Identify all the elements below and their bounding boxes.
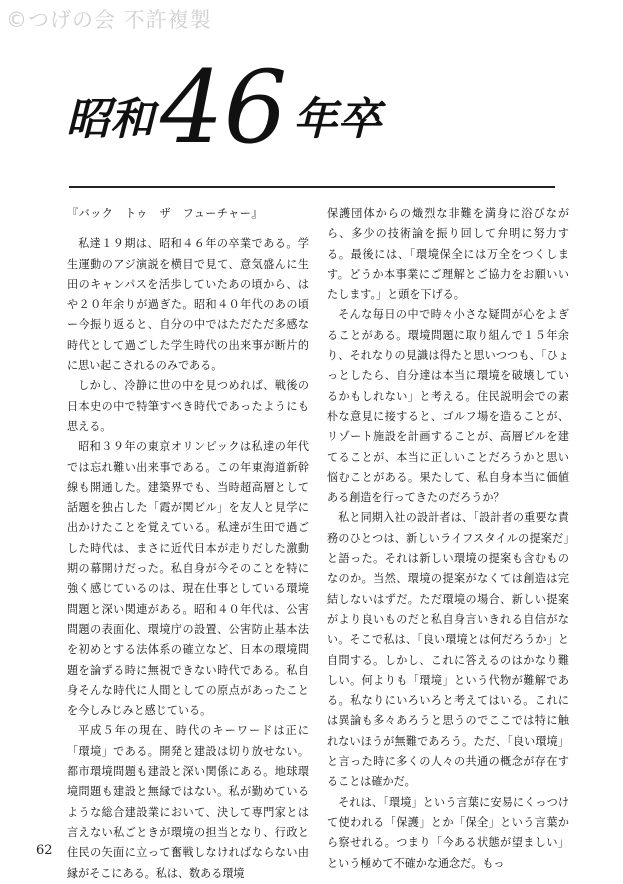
title-year: 46 xyxy=(160,49,288,166)
paragraph: そんな毎日の中で時々小さな疑問が心をよぎることがある。環境問題に取り組んで１５年余り、それなりの見識は得たと思いつつも、「ひょっとしたら、自分達は本当に環境を破壊しているかもしれない」と考える。住民説明会での素朴な意見に接すると、ゴルフ場を造ることが、リゾート施設を計画することが、高層ビルを建てることが、本当に正しいことだろうかと思い悩むことがある。果たして、私自身本当に価値ある創造を行ってきたのだろうか？ xyxy=(327,308,569,505)
right-column xyxy=(327,204,569,870)
paragraph: しかし、冷静に世の中を見つめれば、戦後の日本史の中で特筆すべき時代であったようにも思える。 xyxy=(67,379,309,433)
title-divider xyxy=(69,186,555,188)
paragraph: 平成５年の現在、時代のキーワードは正に「環境」である。開発と建設は切り放せない。都市環境問題も建設と深い関係にある。地球環境問題も建設と無縁ではない。私が勤めているような総合建設業において、決して専門家とは言えない私ごときが環境の担当となり、行政と住民の矢面に立って奮戦しなければならない由縁がそこにある。私は、数ある環境 xyxy=(67,724,309,880)
title-era: 昭和 xyxy=(66,94,154,145)
paragraph: 私達１９期は、昭和４６年の卒業である。学生運動のアジ演説を横目で見て、意気盛んに生田のキャンパスを活歩していたあの頃から、はや２０年余りが過ぎた。昭和４０年代のあの頃ー今振り返ると、自分の中ではただただ多感な時代として過ごした学生時代の出来事が断片的に思い起こされるのみである。 xyxy=(67,237,309,373)
title-suffix: 年卒 xyxy=(293,94,382,145)
paragraph-continued: 保護団体からの熾烈な非難を満身に浴びながら、多少の技術論を振り回して弁明に努力する。最後には、「環境保全には万全をつくします。どうか本事業にご理解とご協力をお願いいたします。」と頭を下げる。 xyxy=(327,207,569,302)
page-title xyxy=(66,48,382,166)
paragraph: 昭和３９年の東京オリンピックは私達の年代では忘れ難い出来事である。この年東海道新幹線も開通した。建築界でも、当時超高層として話題を独占した「霞が関ビル」を友人と見学に出かけたことを覚えている。私達が生田で過ごした時代は、まさに近代日本が走りだした激動期の幕開けだった。私自身が今そのことを特に強く感じているのは、現在仕事としている環境問題と深い関連がある。昭和４０年代は、公害問題の表面化、環境庁の設置、公害防止基本法を初めとする法体系の確立など、日本の環境問題を論ずる時に無視できない時代である。私自身そんな時代に人間としての原点があったことを今しみじみと感じている。 xyxy=(67,440,309,718)
copyright-watermark: ©つげの会 不許複製 xyxy=(6,8,212,32)
paragraph: それは、「環境」という言葉に安易にくっつけて使われる「保護」とか「保全」という言葉から察せれる。つまり「今ある状態が望ましい」という極めて不確かな通念だ。もっ xyxy=(327,795,569,870)
page-number: 62 xyxy=(36,843,53,858)
left-column xyxy=(67,204,309,880)
paragraph: 私と同期入社の設計者は、「設計者の重要な責務のひとつは、新しいライフスタイルの提案だ」と語った。それは新しい環境の提案も含むものなのか。当然、環境の提案がなくては創造は完結しないはずだ。ただ環境の場合、新しい提案がより良いものだと私自身言いきれる自信がない。そこで私は、「良い環境とは何だろうか」と自問する。しかし、これに答えるのはかなり難しい。何よりも「環境」という代物が難解である。私なりにいろいろと考えてはいる。これには異論も多々あろうと思うのでここでは特に触れないほうが無難であろう。ただ、「良い環境」と言った時に多くの人々の共通の概念が存在することは確かだ。 xyxy=(327,511,569,789)
subtitle: 『バック トゥ ザ フューチャー』 xyxy=(67,207,263,220)
